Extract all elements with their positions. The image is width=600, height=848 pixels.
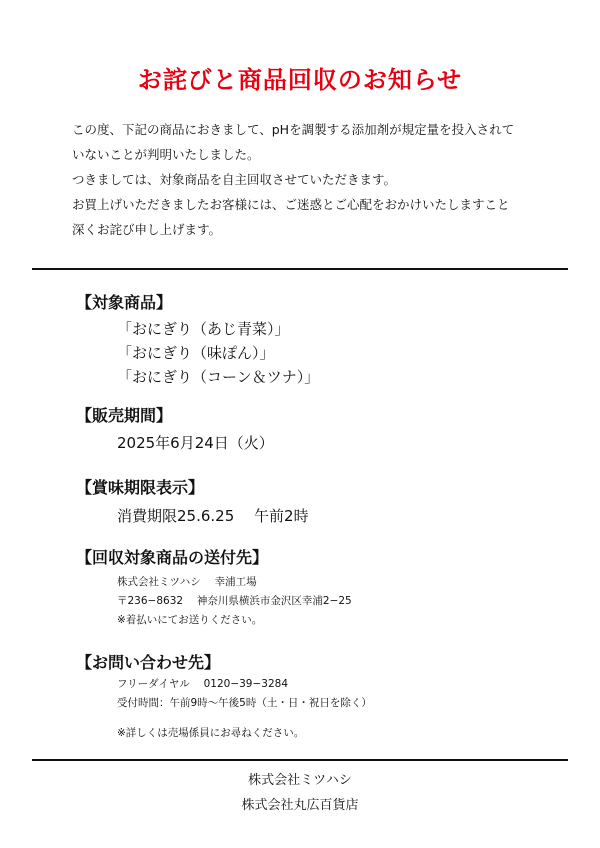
- products-heading: 【対象商品】: [76, 293, 173, 312]
- sales-period-value: 2025年6月24日（火）: [117, 434, 274, 452]
- sales-period-heading: 【販売期間】: [76, 406, 173, 425]
- return-postal-address: 〒236−8632 神奈川県横浜市金沢区幸浦2−25: [117, 595, 352, 607]
- footer-company: 株式会社ミツハシ: [248, 773, 352, 788]
- contact-note: ※詳しくは売場係員にお尋ねください。: [117, 727, 305, 739]
- product-item: 「おにぎり（味ぽん）」: [117, 344, 275, 362]
- contact-phone: フリーダイヤル 0120−39−3284: [117, 678, 289, 690]
- notice-title: お詫びと商品回収のお知らせ: [137, 66, 463, 94]
- contact-hours: 受付時間：午前9時〜午後5時（土・日・祝日を除く）: [117, 697, 372, 709]
- expiry-value: 消費期限25.6.25 午前2時: [117, 507, 309, 525]
- intro-line: 深くお詫び申し上げます。: [72, 222, 222, 237]
- intro-paragraph: [72, 117, 542, 242]
- return-address-heading: 【回収対象商品の送付先】: [76, 548, 269, 567]
- return-shipping-note: ※着払いにてお送りください。: [117, 614, 263, 626]
- return-company: 株式会社ミツハシ 幸浦工場: [117, 576, 257, 588]
- product-item: 「おにぎり（あじ青菜）」: [117, 320, 290, 338]
- bottom-divider: [32, 759, 568, 761]
- intro-line: この度、下記の商品におきまして、pHを調製する添加剤が規定量を投入されて: [72, 122, 515, 137]
- expiry-heading: 【賞味期限表示】: [76, 478, 205, 497]
- top-divider: [32, 268, 568, 270]
- contact-heading: 【お問い合わせ先】: [76, 653, 221, 672]
- product-item: 「おにぎり（コーン＆ツナ）」: [117, 368, 320, 386]
- intro-line: お買上げいただきましたお客様には、ご迷惑とご心配をおかけいたしますこと: [72, 197, 510, 212]
- footer-company: 株式会社丸広百貨店: [241, 798, 359, 813]
- intro-line: つきましては、対象商品を自主回収させていただきます。: [72, 172, 397, 187]
- intro-line: いないことが判明いたしました。: [72, 147, 260, 162]
